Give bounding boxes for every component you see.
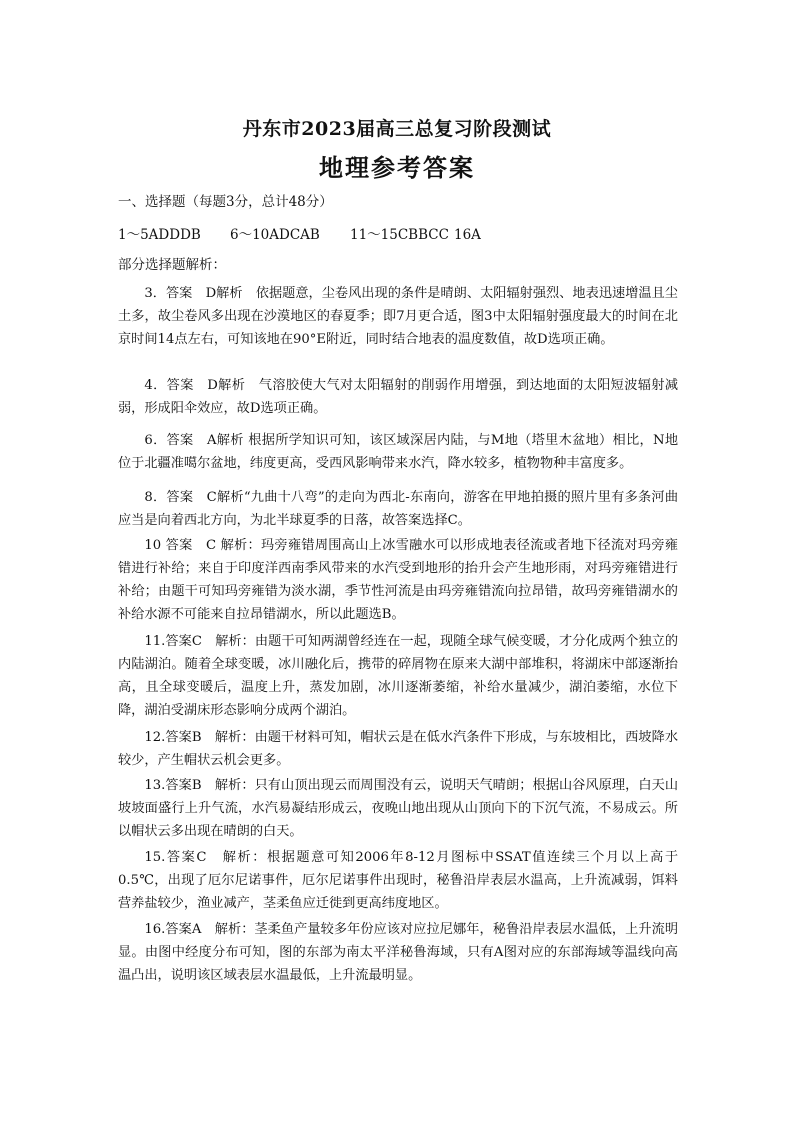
- section-heading: 一、选择题（每题3分，总计48分）: [118, 194, 333, 210]
- answer-key-row: [118, 223, 481, 243]
- explanation-item: [118, 534, 678, 626]
- explanation-item: [118, 726, 678, 772]
- page-title: 地理参考答案: [319, 153, 475, 182]
- explanation-label: 6．答案 A解析: [144, 433, 244, 448]
- explanation-label: 11.答案C 解析：: [144, 634, 255, 649]
- explanation-text: 解析：茎柔鱼产量较多年份应该对应拉尼娜年，秘鲁沿岸表层水温低，上升流明显。由图中经度分布可知，图的东部为南太平洋秘鲁海域，只有A图对应的东部海域等温线向高温凸出，说明该区域表层水温最低，上升流最明显。: [118, 922, 679, 983]
- explanation-item: [118, 282, 678, 351]
- explanation-label: 15.答案C 解析：: [144, 850, 267, 865]
- explanation-item: [118, 918, 678, 987]
- explanation-text: 由题干材料可知，帽状云是在低水汽条件下形成，与东坡相比，西坡降水较少，产生帽状云机会更多。: [118, 730, 679, 768]
- explanation-item: [118, 774, 678, 843]
- answer-group: 1～5ADDDB: [118, 227, 201, 243]
- explanation-item: [118, 429, 678, 475]
- answer-group: 16A: [454, 227, 481, 243]
- explanation-label: 3．答案 D解析: [144, 286, 243, 301]
- explanation-text: 依据题意，尘卷风出现的条件是晴朗、太阳辐射强烈、地表迅速增温且尘土多，故尘卷风多出现在沙漠地区的春夏季；即7月更合适，图3中太阳辐射强度最大的时间在北京时间14点左右，可知该地在90°E附近，同时结合地表的温度数值，故D选项正确。: [118, 286, 678, 347]
- explanation-item: [118, 374, 678, 420]
- explanation-item: [118, 846, 678, 915]
- explanation-text: “九曲十八弯”的走向为西北-东南向，游客在甲地拍摄的照片里有多条河曲应当是向着西北方向，为北半球夏季的日落，故答案选择C。: [118, 490, 679, 528]
- explanation-label: 4．答案 D解析: [144, 378, 246, 393]
- explanation-text: 只有山顶出现云而周围没有云，说明天气晴朗；根据山谷风原理，白天山坡坡面盛行上升气流，水汽易凝结形成云，夜晚山地出现从山顶向下的下沉气流，不易成云。所以帽状云多出现在晴朗的白天。: [118, 778, 679, 839]
- explanation-item: [118, 630, 678, 722]
- explanation-item: [118, 486, 678, 532]
- answer-group: 11～15CBBCC: [350, 227, 449, 243]
- answer-group: 6～10ADCAB: [230, 227, 320, 243]
- explanation-text: 气溶胶使大气对太阳辐射的削弱作用增强，到达地面的太阳短波辐射减弱，形成阳伞效应，故D选项正确。: [118, 378, 679, 416]
- explanation-label: 13.答案B 解析：: [144, 778, 255, 793]
- exam-title: 丹东市2023届高三总复习阶段测试: [242, 118, 552, 140]
- explanation-label: 16.答案A: [144, 922, 215, 937]
- explanation-text: 根据题意可知2006年8-12月图标中SSAT值连续三个月以上高于0.5℃，出现了厄尔尼诺事件，厄尔尼诺事件出现时，秘鲁沿岸表层水温高，上升流减弱，饵料营养盐较少，渔业减产，茎柔鱼应迁徙到更高纬度地区。: [118, 850, 679, 911]
- explanation-text: 玛旁雍错周围高山上冰雪融水可以形成地表径流或者地下径流对玛旁雍错进行补给；来自于印度洋西南季风带来的水汽受到地形的抬升会产生地形雨，对玛旁雍错进行补给；由题干可知玛旁雍错为淡水湖，季节性河流是由玛旁雍错流向拉昂错，故玛旁雍错湖水的补给水源不可能来自拉昂错湖水，所以此题选B。: [118, 538, 678, 622]
- explanation-label: 8．答案 C解析: [144, 490, 244, 505]
- explanation-label: 10 答案 C 解析：: [144, 538, 261, 553]
- explanation-text: 由题干可知两湖曾经连在一起，现随全球气候变暖，才分化成两个独立的内陆湖泊。随着全球变暖，冰川融化后，携带的碎屑物在原来大湖中部堆积，将湖床中部逐渐抬高，且全球变暖后，温度上升，蒸发加剧，冰川逐渐萎缩，补给水量减少，湖泊萎缩，水位下降，湖泊受湖床形态影响分成两个湖泊。: [118, 634, 679, 718]
- explanation-label: 12.答案B 解析：: [144, 730, 255, 745]
- explanation-text: 根据所学知识可知，该区域深居内陆，与M地（塔里木盆地）相比，N地位于北疆准噶尔盆地，纬度更高，受西风影响带来水汽，降水较多，植物物种丰富度多。: [118, 433, 679, 471]
- analysis-heading: 部分选择题解析：: [118, 257, 226, 273]
